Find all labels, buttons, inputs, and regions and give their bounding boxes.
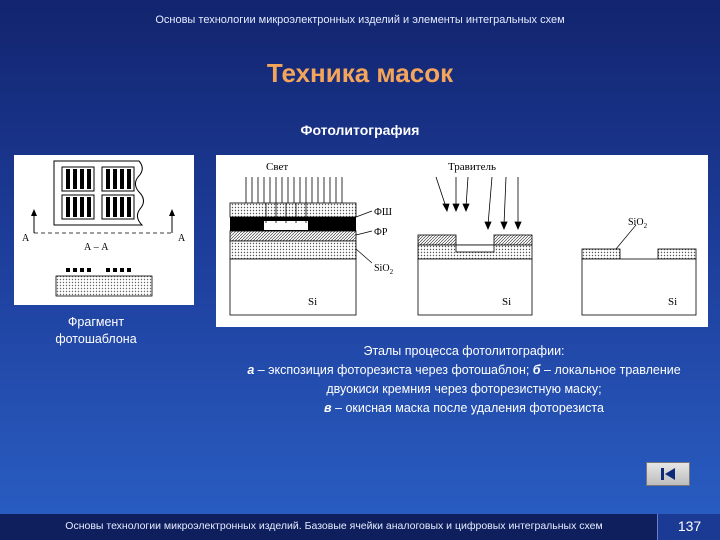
process-caption-steps [222,361,706,418]
step-a-text: – экспозиция фоторезиста через фотошаблон; [254,363,533,377]
step-a-letter: а [247,363,255,377]
step-v-letter: в [324,401,332,415]
etchant-arrows [436,177,521,229]
photomask-fragment-figure [14,155,194,305]
oxide-layer-label-c: SiO$_2$ [628,217,648,230]
photomask-layer-label: ФШ [374,207,392,218]
photomask-drawing [14,155,194,305]
process-caption [222,342,706,418]
first-slide-button[interactable] [646,462,690,486]
photoresist-layer-label: ФР [374,227,388,238]
slide-subtitle: Фотолитография [300,122,420,138]
photomask-caption-line2: фотошаблона [55,332,137,346]
skip-back-icon [647,463,689,485]
photomask-caption-line1: Фрагмент [67,315,125,329]
section-marker-left: А [22,233,30,244]
step-v-text: – окисная маска после удаления фоторезиста [331,401,604,415]
slide-footer [0,514,720,540]
process-caption-title: Эталы процесса фотолитографии: [363,344,565,358]
step-b-text: – локальное травление двуокиси кремния через фоторезистную маску; [326,363,681,396]
photolithography-drawing [216,155,708,327]
slide-title: Техника масок [266,58,454,88]
page-number: 137 [677,518,702,534]
light-rays [246,177,342,203]
footer-text: Основы технологии микроэлектронных изделий. Базовые ячейки аналоговых и цифровых интегральных схем [65,520,603,532]
substrate-label-c: Si [668,296,678,308]
step-b-letter: б [532,363,541,377]
section-marker-right: А [178,233,186,244]
substrate-label-b: Si [502,296,512,308]
page-number-box [657,514,720,540]
photolithography-steps-figure [216,155,708,327]
section-label: А – А [84,242,109,253]
light-label: Свет [266,161,289,173]
substrate-label-a: Si [308,296,318,308]
slide-header: Основы технологии микроэлектронных изделий и элементы интегральных схем [155,14,565,26]
etchant-label: Травитель [448,161,496,173]
photomask-caption [22,314,170,348]
oxide-layer-label-a: SiO$_2$ [374,263,394,276]
